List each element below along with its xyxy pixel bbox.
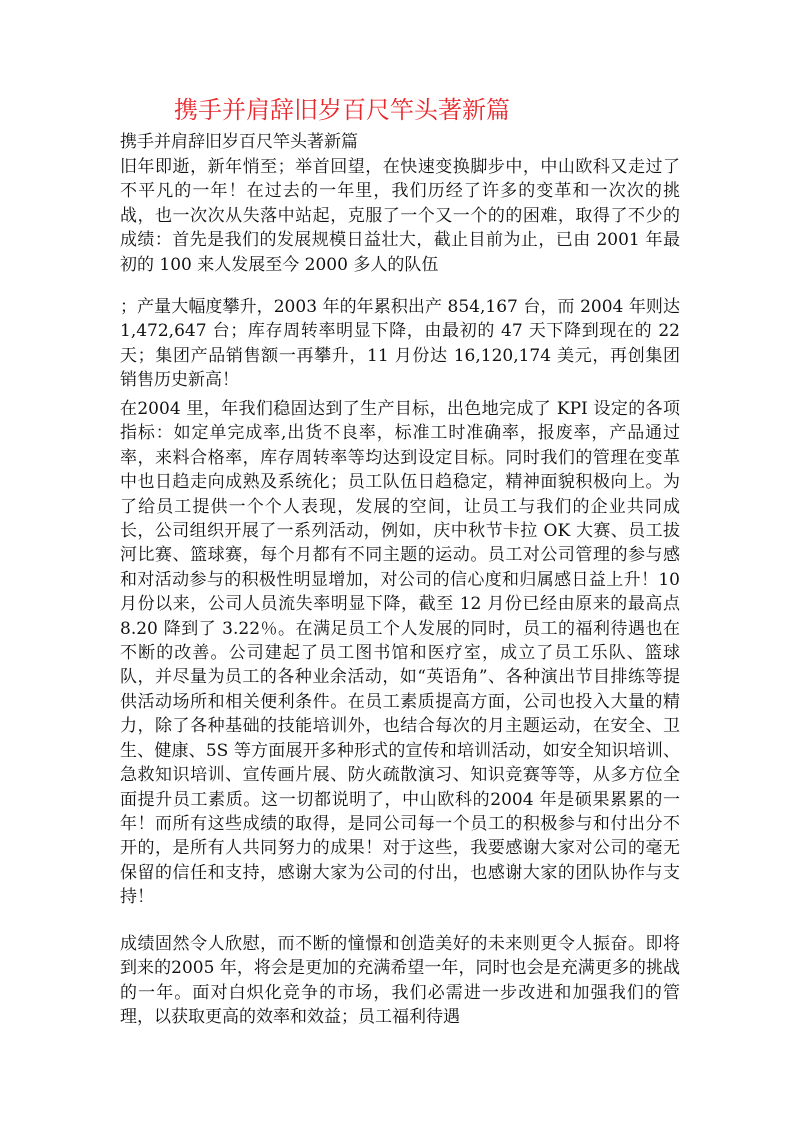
document-subtitle: 携手并肩辞旧岁百尺竿头著新篇 (120, 132, 358, 152)
paragraph-4: 成绩固然令人欣慰，而不断的憧憬和创造美好的未来则更令人振奋。即将到来的2005 年，将会是更加的充满希望一年，同时也会是充满更多的挑战的一年。面对白炽化竞争的市场，我们必需进一步改进和加强我们的管理，以获取更高的效率和效益；员工福利待遇 (120, 934, 680, 1028)
paragraph-1: 旧年即逝，新年悄至；举首回望，在快速变换脚步中，中山欧科又走过了不平凡的一年！在过去的一年里，我们历经了许多的变革和一次次的挑战，也一次次从失落中站起，克服了一个又一个的的困难，取得了不少的成绩：首先是我们的发展规模日益壮大，截止目前为止，已由 2001 年最初的 100 来人发展至今 2000 多人的队伍 (120, 157, 680, 275)
paragraph-2: ；产量大幅度攀升，2003 年的年累积出产 854,167 台，而 2004 年则达 1,472,647 台；库存周转率明显下降，由最初的 47 天下降到现在的 22 天；集团产品销售额一再攀升，11 月份达 16,120,174 美元，再创集团销售历史新高！ (120, 297, 680, 391)
paragraph-3: 在2004 里，年我们稳固达到了生产目标，出色地完成了 KPI 设定的各项指标：如定单完成率,出货不良率，标准工时准确率，报废率，产品通过率，来料合格率，库存周转率等均达到设定目标。同时我们的管理在变革中也日趋走向成熟及系统化；员工队伍日趋稳定，精神面貌积极向上。为了给员工提供一个个人表现，发展的空间，让员工与我们的企业共同成长，公司组织开展了一系列活动，例如，庆中秋节卡拉 OK 大赛、员工拔河比赛、篮球赛，每个月都有不同主题的运动。员工对公司管理的参与感和对活动参与的积极性明显增加，对公司的信心度和归属感日益上升！10 月份以来，公司人员流失率明显下降，截至 12 月份已经由原来的最高点 8.20 降到了 3.22％。在满足员工个人发展的同时，员工的福利待遇也在不断的改善。公司建起了员工图书馆和医疗室，成立了员工乐队、篮球队，并尽量为员工的各种业余活动，如“英语角”、各种演出节目排练等提供活动场所和相关便利条件。在员工素质提高方面，公司也投入大量的精力，除了各种基础的技能培训外，也结合每次的月主题运动，在安全、卫生、健康、5S 等方面展开多种形式的宣传和培训活动，如安全知识培训、急救知识培训、宣传画片展、防火疏散演习、知识竞赛等等，从多方位全面提升员工素质。这一切都说明了，中山欧科的2004 年是硕果累累的一年！而所有这些成绩的取得，是同公司每一个员工的积极参与和付出分不开的，是所有人共同努力的成果！对于这些，我要感谢大家对公司的毫无保留的信任和支持，感谢大家为公司的付出，也感谢大家的团队协作与支持！ (120, 399, 680, 908)
document-title: 携手并肩辞旧岁百尺竿头著新篇 (174, 96, 510, 124)
